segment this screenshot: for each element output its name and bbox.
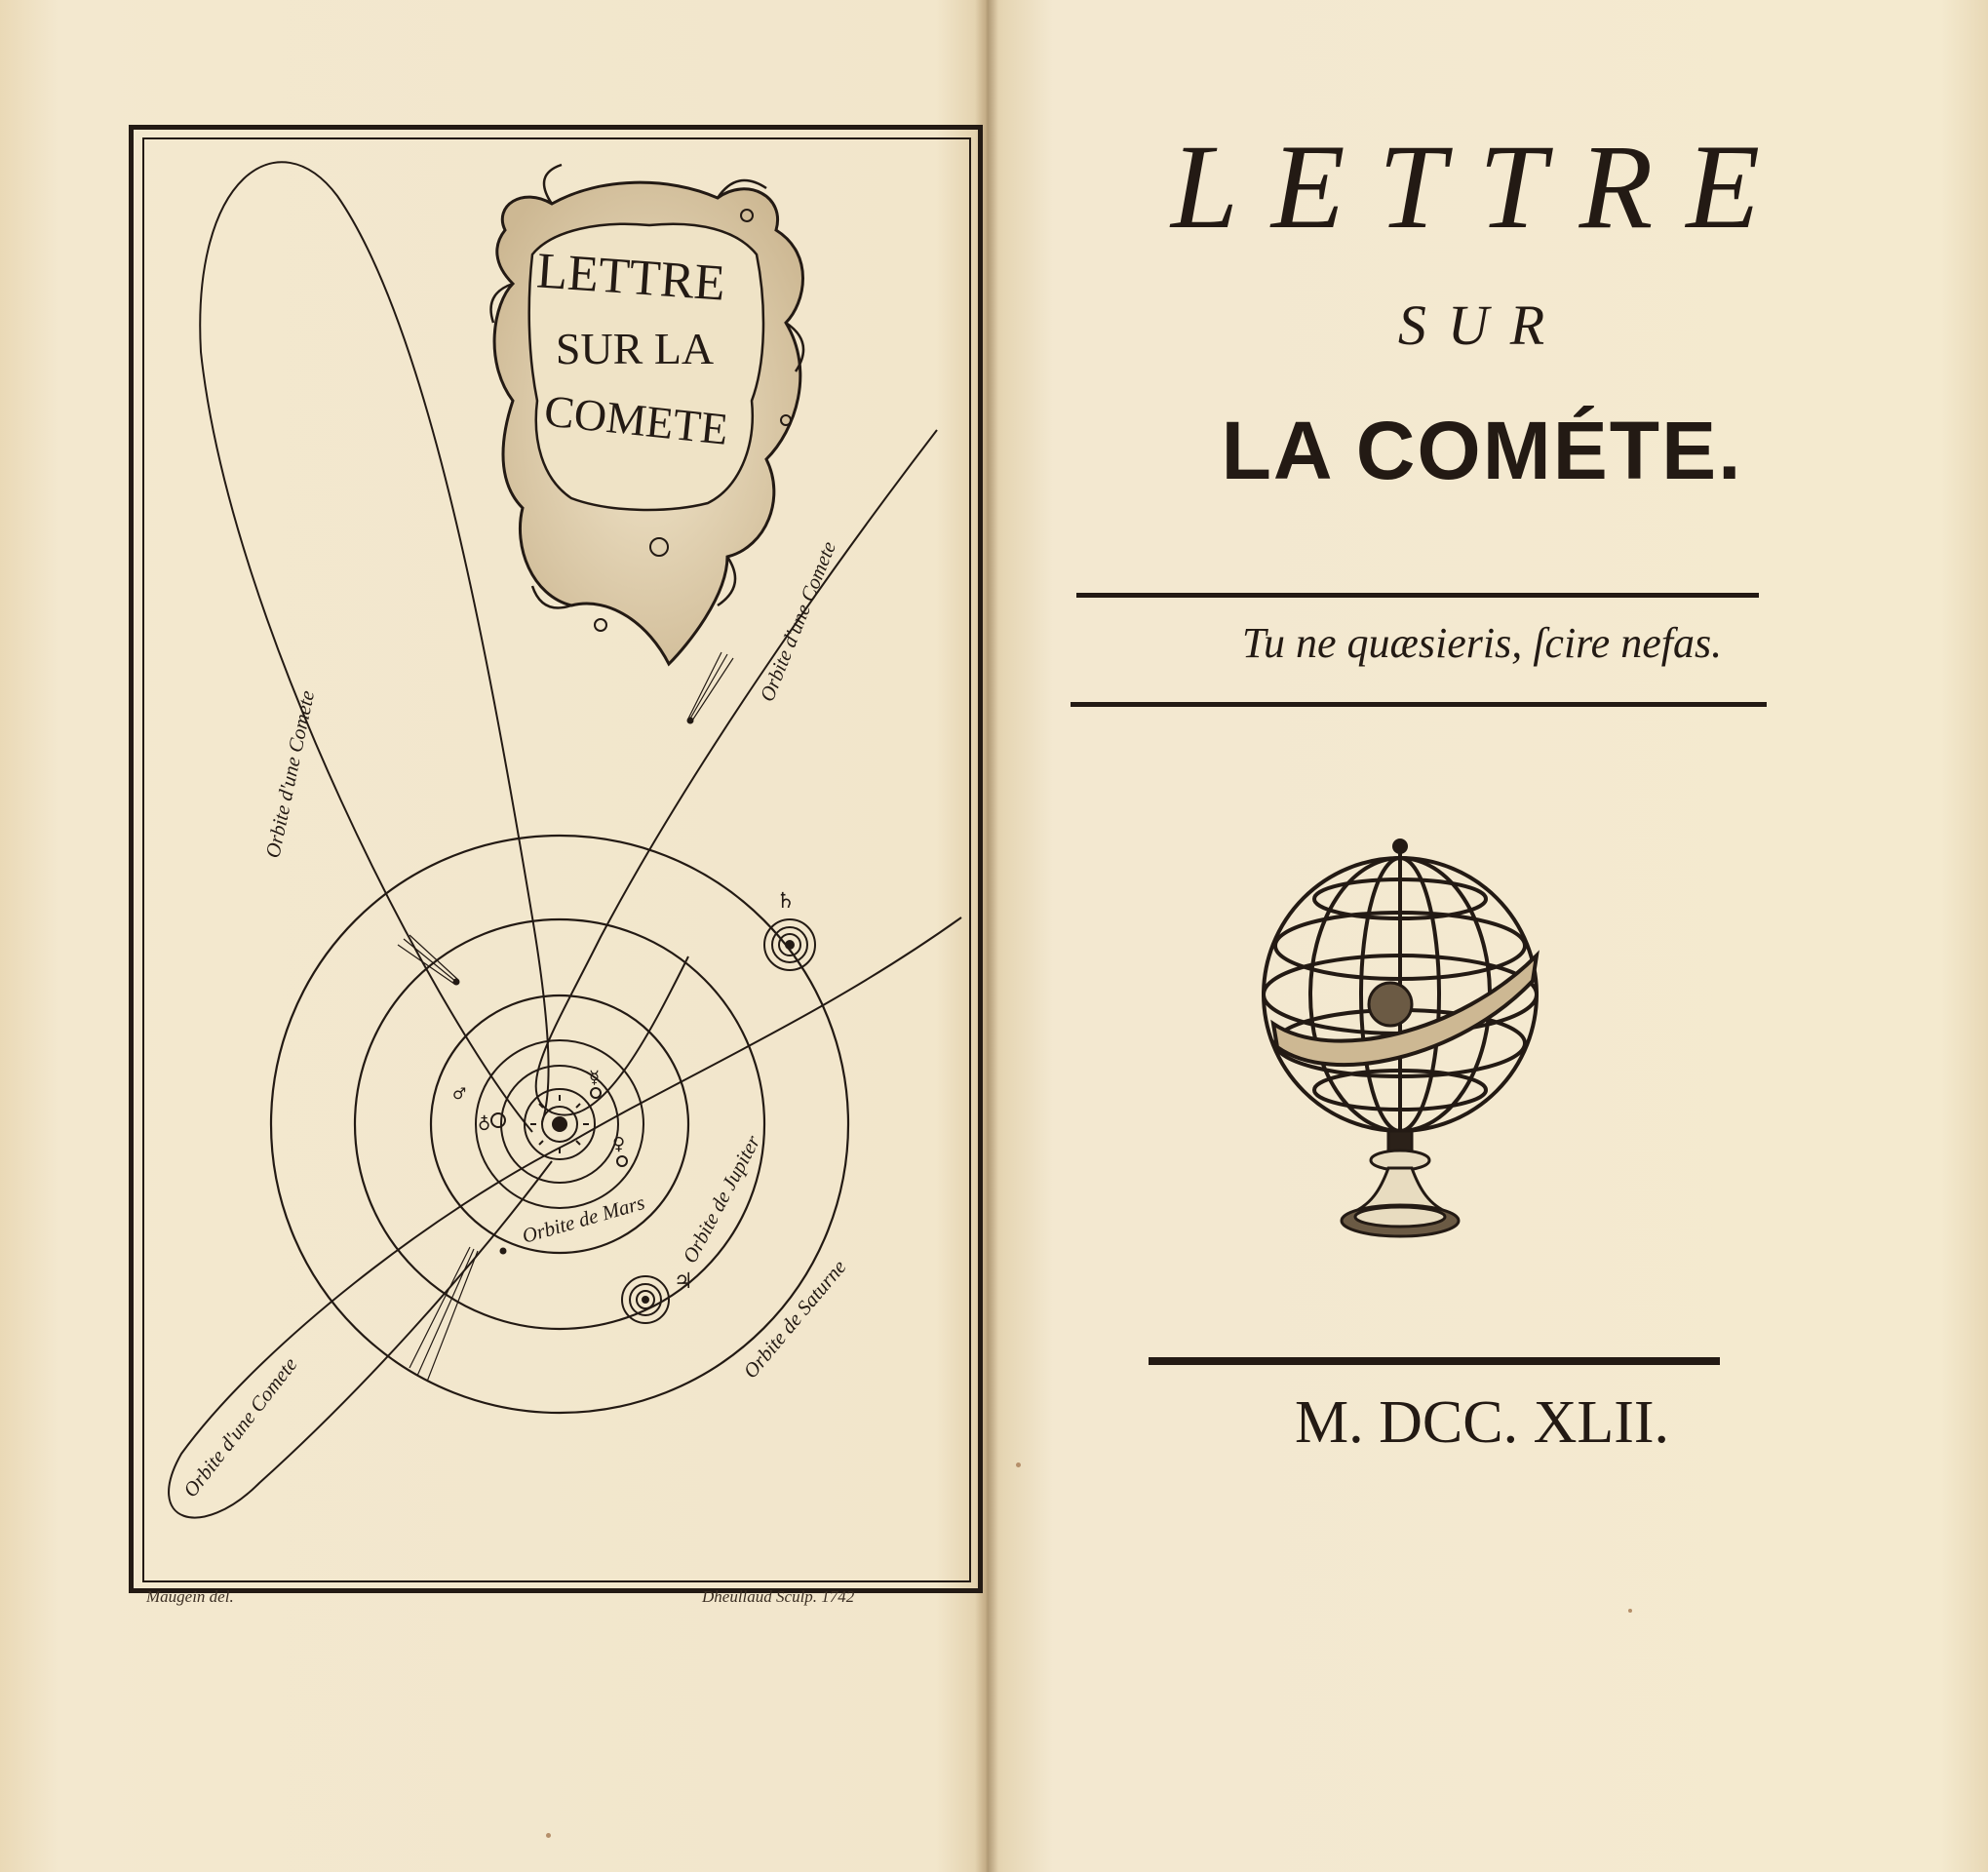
label-comet-left: Orbite d'une Comete [260,688,320,861]
title-line-2: SUR [1397,293,1567,357]
title-line-3: LA COMÉTE. [1221,405,1743,496]
epigraph-motto: Tu ne quæsieris, ſcire nefas. [1241,619,1723,667]
comet-tail-left [398,935,458,984]
comet-head-lower [500,1248,506,1254]
label-comet-bottom: Orbite d'une Comete [178,1352,302,1502]
jupiter-symbol: ♃ [674,1269,693,1294]
sphere-stand [1342,1131,1459,1236]
engraving-credit-draftsman: Maugein del. [146,1587,234,1606]
cartouche-line-2: SUR LA [555,324,715,373]
label-comet-right: Orbite d'une Comete [755,537,841,705]
cartouche-line-1: LETTRE [534,243,727,312]
saturn-planet-icon [764,919,815,970]
label-saturne-orbit: Orbite de Saturne [738,1255,851,1384]
rule-above-date [1149,1357,1720,1365]
comet-orbit-long-loop [200,162,548,1132]
label-mars-orbit: Orbite de Mars [519,1190,647,1248]
publication-date: M. DCC. XLII. [1294,1389,1670,1456]
rule-above-motto [1076,593,1759,598]
solar-system-plate [142,137,971,1582]
mercury-planet-icon [591,1088,601,1098]
mercury-symbol: ☿ [589,1068,601,1088]
venus-symbol: ♀ [612,1134,626,1154]
label-jupiter-orbit: Orbite de Jupiter [678,1131,765,1268]
comet-head-right [687,718,693,723]
paper-speck [1628,1609,1632,1613]
cartouche [491,165,804,664]
rule-below-motto [1071,702,1767,707]
title-line-1: LETTRE [1170,120,1794,254]
earth-symbol: ♁ [478,1114,491,1135]
paper-speck [546,1833,551,1838]
paper-speck [1016,1462,1021,1467]
comet-tail-right [688,652,733,721]
cartouche-line-3: COMETE [541,385,731,454]
comet-head-left [453,979,459,985]
engraving-credit-engraver: Dheullaud Sculp. 1742 [702,1587,855,1606]
mars-symbol: ♂ [452,1084,467,1103]
venus-planet-icon [617,1156,627,1166]
sun-icon [530,1095,589,1153]
jupiter-planet-icon [622,1276,669,1323]
earth-planet-icon [491,1113,505,1127]
saturn-symbol: ♄ [776,889,796,914]
armillary-sphere-icon [1244,838,1556,1248]
